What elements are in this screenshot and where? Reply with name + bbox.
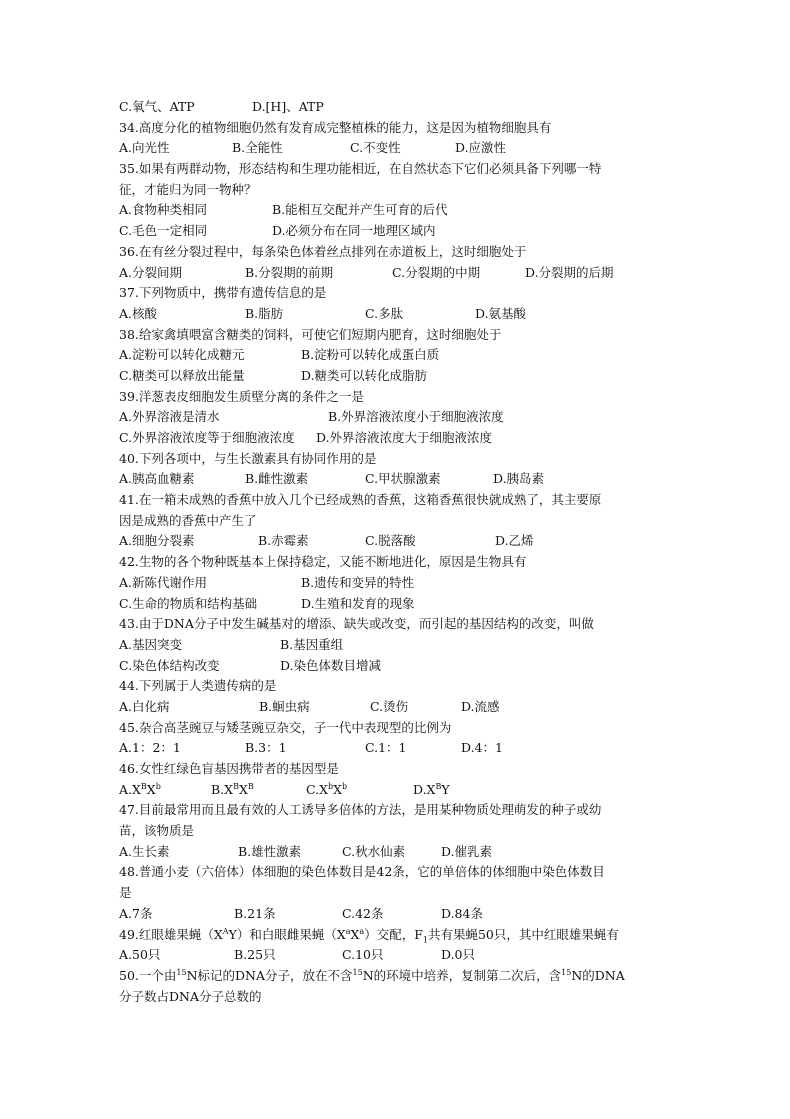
answer-option: D.分裂期的后期 bbox=[525, 264, 614, 280]
answer-option: B.分裂期的前期 bbox=[245, 264, 334, 280]
answer-option: B.3：1 bbox=[245, 740, 287, 756]
question-text: 38.给家禽填喂富含糖类的饲料，可使它们短期内肥育，这时细胞处于 bbox=[119, 326, 502, 342]
answer-option: B.雌性激素 bbox=[245, 471, 309, 487]
question-line bbox=[119, 490, 679, 511]
question-text: 40.下列各项中，与生长激素具有协同作用的是 bbox=[119, 450, 377, 466]
answer-option: D.糖类可以转化成脂肪 bbox=[301, 367, 428, 383]
question-text: 是 bbox=[119, 885, 132, 901]
question-text-part: A bbox=[222, 926, 229, 936]
answer-option: C.糖类可以释放出能量 bbox=[119, 367, 245, 383]
answer-option: B.淀粉可以转化成蛋白质 bbox=[301, 347, 440, 363]
answer-option: A.食物种类相同 bbox=[119, 202, 208, 218]
question-text: 39.洋葱表皮细胞发生质壁分离的条件之一是 bbox=[119, 388, 364, 404]
answer-option: A.分裂间期 bbox=[119, 264, 183, 280]
genotype-part: X bbox=[238, 781, 248, 797]
options-line bbox=[119, 656, 679, 677]
question-text: 43.由于DNA分子中发生碱基对的增添、缺失或改变，而引起的基因结构的改变，叫做 bbox=[119, 616, 594, 632]
question-text: 分子数占DNA分子总数的 bbox=[119, 988, 262, 1004]
options-line bbox=[119, 469, 679, 490]
options-line bbox=[119, 531, 679, 552]
answer-option: A.1：2：1 bbox=[119, 740, 181, 756]
genotype-part: B bbox=[140, 781, 147, 791]
options-line bbox=[119, 97, 679, 118]
answer-option: C.多肽 bbox=[365, 305, 404, 321]
options-line bbox=[119, 263, 679, 284]
question-line bbox=[119, 862, 679, 883]
options-line bbox=[119, 697, 679, 718]
question-text-part: N的环境中培养，复制第二次后，含 bbox=[362, 967, 562, 983]
answer-option: A.基因突变 bbox=[119, 636, 183, 652]
question-text: 34.高度分化的植物细胞仍然有发育成完整植株的能力，这是因为植物细胞具有 bbox=[119, 119, 552, 135]
answer-option bbox=[413, 780, 450, 801]
question-text-part: N的DNA bbox=[571, 967, 625, 983]
question-line bbox=[119, 821, 679, 842]
answer-option: B.基因重组 bbox=[280, 636, 344, 652]
answer-option bbox=[306, 780, 347, 801]
options-line bbox=[119, 738, 679, 759]
genotype-part: B.X bbox=[211, 781, 234, 797]
genotype-part: b bbox=[342, 781, 348, 791]
question-text: 因是成熟的香蕉中产生了 bbox=[119, 512, 257, 528]
answer-option: B.21条 bbox=[234, 905, 276, 921]
question-line bbox=[119, 159, 679, 180]
answer-option: A.胰高血糖素 bbox=[119, 471, 195, 487]
answer-option: D.胰岛素 bbox=[493, 471, 545, 487]
answer-option: A.淀粉可以转化成糖元 bbox=[119, 347, 245, 363]
genotype-part: X bbox=[146, 781, 156, 797]
answer-option: D.乙烯 bbox=[495, 533, 534, 549]
question-text: 46.女性红绿色盲基因携带者的基因型是 bbox=[119, 761, 339, 776]
answer-option: D.[H]、ATP bbox=[252, 99, 324, 114]
question-line bbox=[119, 180, 679, 201]
answer-option: B.蛔虫病 bbox=[259, 698, 310, 714]
answer-option: B.外界溶液浓度小于细胞液浓度 bbox=[328, 409, 504, 425]
question-text-part: 1 bbox=[422, 935, 428, 944]
answer-option bbox=[211, 780, 254, 801]
answer-option: B.雄性激素 bbox=[238, 843, 302, 859]
answer-option: C.甲状腺激素 bbox=[365, 471, 441, 487]
answer-option: C.生命的物质和结构基础 bbox=[119, 595, 258, 611]
answer-option: B.脂肪 bbox=[245, 305, 284, 321]
answer-option: A.白化病 bbox=[119, 698, 170, 714]
answer-option: D.外界溶液浓度大于细胞液浓度 bbox=[316, 430, 493, 445]
question-text: 37.下列物质中，携带有遗传信息的是 bbox=[119, 285, 327, 301]
options-line bbox=[119, 345, 679, 366]
answer-option: C.10只 bbox=[342, 947, 384, 963]
genotype-part: A.X bbox=[119, 781, 141, 797]
answer-option: B.赤霉素 bbox=[258, 533, 309, 549]
options-line bbox=[119, 366, 679, 387]
options-line bbox=[119, 925, 679, 946]
answer-option: D.0只 bbox=[441, 947, 476, 963]
question-text: 35.如果有两群动物，形态结构和生理功能相近，在自然状态下它们必须具备下列哪一特 bbox=[119, 161, 602, 177]
question-text-part: ）交配，F bbox=[364, 926, 423, 942]
genotype-part: b bbox=[155, 781, 161, 791]
options-line bbox=[119, 138, 679, 159]
genotype-part: D.X bbox=[413, 781, 436, 797]
answer-option: D.应激性 bbox=[455, 140, 507, 156]
answer-option: B.全能性 bbox=[232, 140, 283, 156]
answer-option: C.烫伤 bbox=[370, 698, 409, 714]
options-line bbox=[119, 407, 679, 428]
options-line bbox=[119, 428, 679, 449]
options-line bbox=[119, 842, 679, 863]
answer-option: D.氨基酸 bbox=[475, 305, 527, 321]
genotype-part: X bbox=[333, 781, 343, 797]
genotype-part: Y bbox=[441, 781, 450, 797]
answer-option: C.42条 bbox=[342, 905, 384, 921]
question-text-part: 15 bbox=[561, 967, 572, 977]
question-text: 征，才能归为同一物种？ bbox=[119, 181, 257, 197]
question-text: 42.生物的各个物种既基本上保持稳定，又能不断地进化，原因是生物具有 bbox=[119, 554, 527, 570]
question-line bbox=[119, 449, 679, 470]
question-text-part: Y）和白眼雌果蝇（X bbox=[228, 926, 346, 942]
question-line bbox=[119, 987, 679, 1008]
answer-option: A.细胞分裂素 bbox=[119, 533, 195, 549]
question-text: 45.杂合高茎豌豆与矮茎豌豆杂交，子一代中表现型的比例为 bbox=[119, 719, 452, 735]
options-line bbox=[119, 573, 679, 594]
answer-option: D.催乳素 bbox=[441, 843, 493, 859]
answer-option: C.1：1 bbox=[365, 740, 407, 756]
question-line bbox=[119, 718, 679, 739]
question-text: 41.在一箱未成熟的香蕉中放入几个已经成熟的香蕉，这箱香蕉很快就成熟了，其主要原 bbox=[119, 492, 602, 508]
options-line bbox=[119, 945, 679, 966]
options-line bbox=[119, 200, 679, 221]
options-line bbox=[119, 904, 679, 925]
answer-option: A.向光性 bbox=[119, 140, 170, 156]
answer-option bbox=[119, 780, 161, 801]
question-line bbox=[119, 759, 679, 780]
genotype-part: B bbox=[233, 781, 239, 791]
question-text-part: N标记的DNA分子，放在不含 bbox=[186, 967, 353, 983]
answer-option: B.能相互交配并产生可育的后代 bbox=[272, 202, 448, 218]
genotype-part: b bbox=[328, 781, 334, 791]
answer-option: D.必须分布在同一地理区域内 bbox=[272, 223, 436, 239]
options-line bbox=[119, 221, 679, 242]
question-text-part: a bbox=[345, 926, 351, 936]
answer-option: C.毛色一定相同 bbox=[119, 223, 208, 239]
answer-option: C.秋水仙素 bbox=[342, 843, 406, 859]
options-line bbox=[119, 966, 679, 987]
answer-option: B.遗传和变异的特性 bbox=[301, 574, 415, 590]
answer-option: D.染色体数目增减 bbox=[280, 657, 382, 673]
options-line bbox=[119, 780, 679, 801]
question-line bbox=[119, 883, 679, 904]
question-line bbox=[119, 325, 679, 346]
answer-option: C.脱落酸 bbox=[365, 533, 416, 549]
question-text-part: 50.一个由 bbox=[119, 967, 177, 983]
question-text-part: a bbox=[359, 926, 365, 936]
question-line bbox=[119, 118, 679, 139]
answer-option: C.氧气、ATP bbox=[119, 99, 195, 114]
options-line bbox=[119, 304, 679, 325]
question-line bbox=[119, 283, 679, 304]
question-text: 苗，该物质是 bbox=[119, 823, 195, 839]
answer-option: A.新陈代谢作用 bbox=[119, 574, 208, 590]
question-line bbox=[119, 511, 679, 532]
question-text-part: 49.红眼雄果蝇（X bbox=[119, 926, 223, 942]
genotype-part: B bbox=[247, 781, 254, 791]
answer-option: A.生长素 bbox=[119, 843, 170, 859]
question-text-part: 共有果蝇50只，其中红眼雄果蝇有 bbox=[427, 926, 619, 942]
question-text: 47.目前最常用而且最有效的人工诱导多倍体的方法，是用某种物质处理萌发的种子或幼 bbox=[119, 802, 602, 818]
question-text: 48.普通小麦（六倍体）体细胞的染色体数目是42条，它的单倍体的体细胞中染色体数目 bbox=[119, 864, 605, 880]
question-line bbox=[119, 676, 679, 697]
answer-option: C.分裂期的中期 bbox=[392, 264, 481, 280]
question-line bbox=[119, 242, 679, 263]
question-line bbox=[119, 387, 679, 408]
exam-sheet bbox=[119, 97, 679, 1007]
answer-option: A.核酸 bbox=[119, 305, 158, 321]
answer-option: C.外界溶液浓度等于细胞液浓度 bbox=[119, 430, 295, 445]
question-text-part: 15 bbox=[176, 967, 187, 977]
answer-option: D.流感 bbox=[461, 698, 500, 714]
options-line bbox=[119, 635, 679, 656]
answer-option: D.4：1 bbox=[461, 740, 503, 756]
answer-option: A.7条 bbox=[119, 905, 153, 921]
answer-option: C.不变性 bbox=[350, 140, 401, 156]
answer-option: C.染色体结构改变 bbox=[119, 657, 220, 673]
question-line bbox=[119, 800, 679, 821]
options-line bbox=[119, 594, 679, 615]
genotype-part: C.X bbox=[306, 781, 328, 797]
question-text: 36.在有丝分裂过程中，每条染色体着丝点排列在赤道板上，这时细胞处于 bbox=[119, 243, 527, 259]
genotype-part: B bbox=[435, 781, 442, 791]
question-line bbox=[119, 552, 679, 573]
answer-option: A.50只 bbox=[119, 947, 161, 963]
question-text-part: 15 bbox=[352, 967, 363, 977]
answer-option: A.外界溶液是清水 bbox=[119, 409, 220, 425]
question-line bbox=[119, 614, 679, 635]
answer-option: D.84条 bbox=[441, 905, 483, 921]
question-text: 44.下列属于人类遗传病的是 bbox=[119, 678, 277, 694]
answer-option: B.25只 bbox=[234, 947, 276, 963]
answer-option: D.生殖和发育的现象 bbox=[301, 595, 415, 611]
question-text-part: X bbox=[350, 926, 360, 942]
